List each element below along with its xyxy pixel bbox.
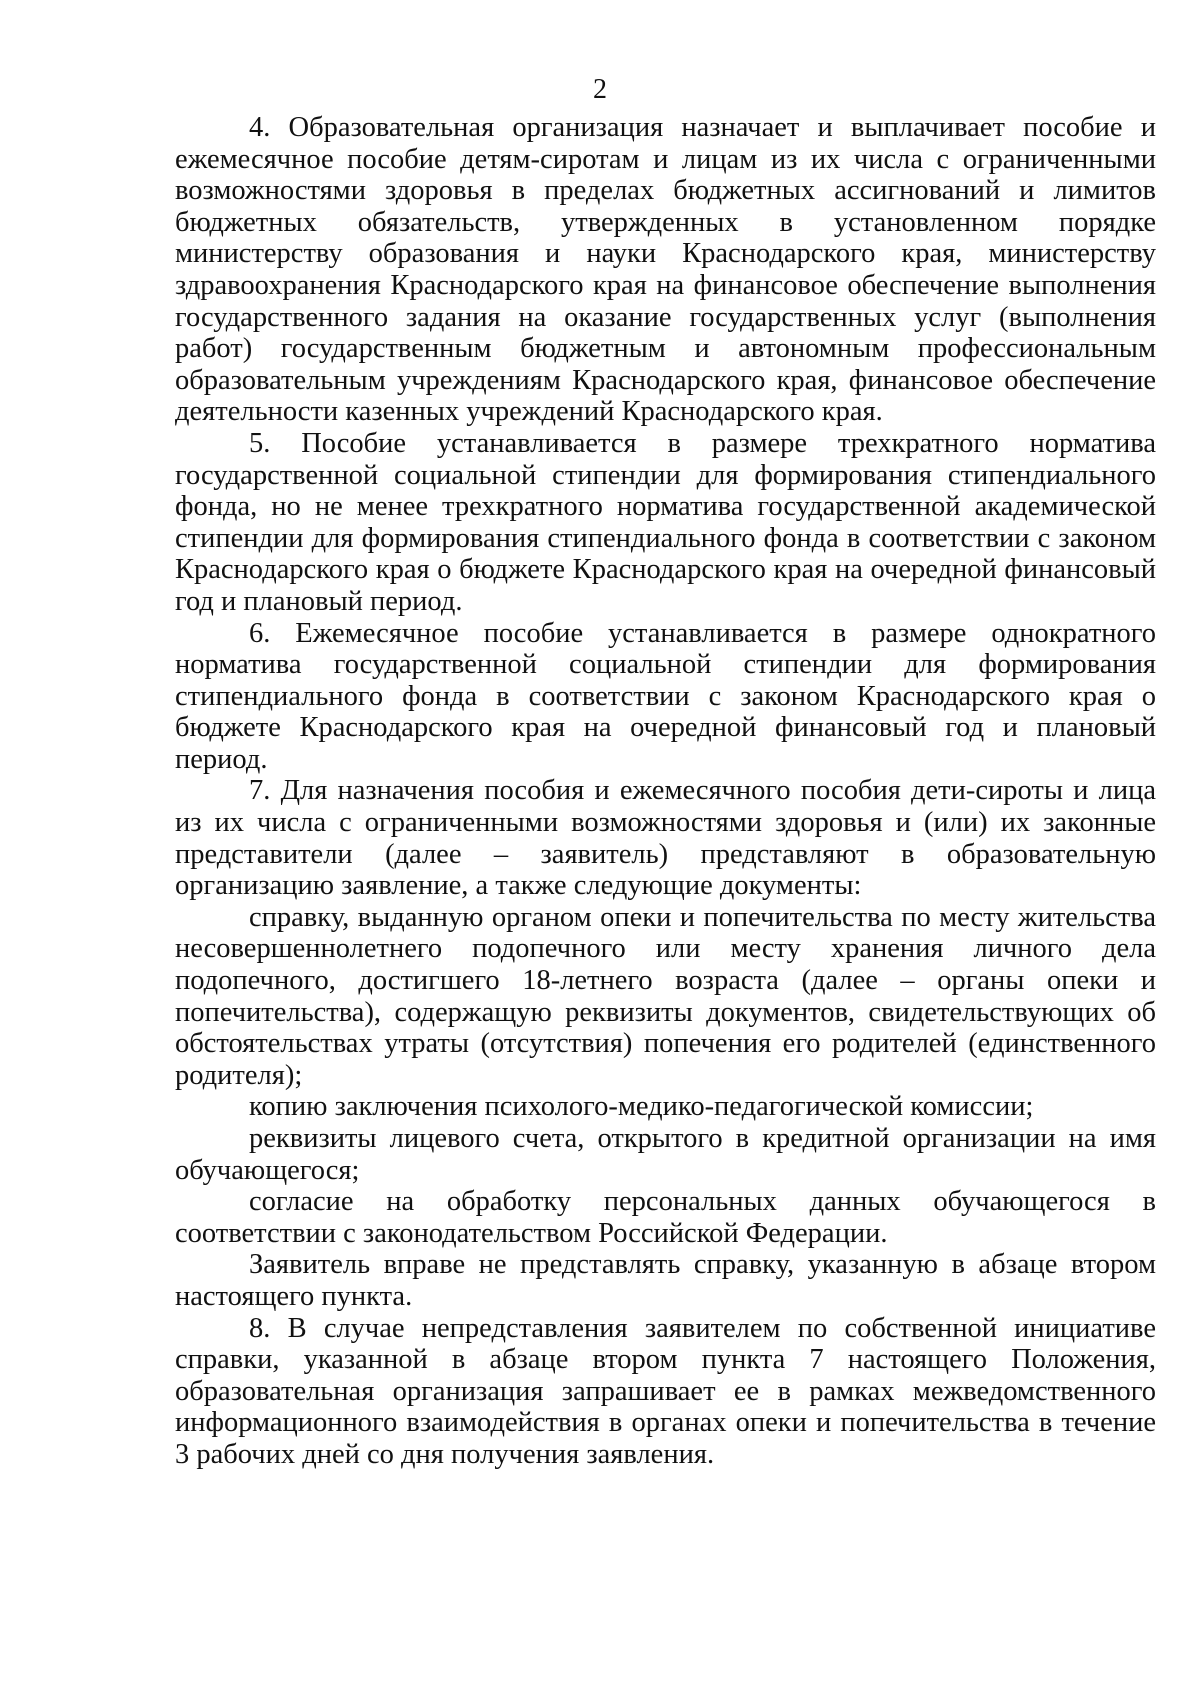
paragraph-item-7: 7. Для назначения пособия и ежемесячного пособия дети-сироты и лица из их числа с ограниченными возможностями здоровья и (или) их законные представители (далее – заявитель) представляют в образовательную организацию заявление, а также следующие документы: [175, 775, 1156, 902]
paragraph-document-certificate: справку, выданную органом опеки и попечительства по месту жительства несовершеннолетнего подопечного или месту хранения личного дела подопечного, достигшего 18-летнего возраста (далее – органы опеки и попечительства), содержащую реквизиты документов, свидетельствующих об обстоятельствах утраты (отсутствия) попечения его родителей (единственного родителя); [175, 901, 1156, 1091]
document-body [175, 112, 1156, 1471]
paragraph-document-account-details: реквизиты лицевого счета, открытого в кредитной организации на имя обучающегося; [175, 1123, 1156, 1186]
page-number: 2 [593, 74, 607, 105]
paragraph-applicant-right: Заявитель вправе не представлять справку, указанную в абзаце втором настоящего пункта. [175, 1249, 1156, 1312]
paragraph-document-data-consent: согласие на обработку персональных данных обучающегося в соответствии с законодательством Российской Федерации. [175, 1186, 1156, 1249]
paragraph-item-6: 6. Ежемесячное пособие устанавливается в размере однократного норматива государственной социальной стипендии для формирования стипендиального фонда в соответствии с законом Краснодарского края о бюджете Краснодарского края на очередной финансовый год и плановый период. [175, 617, 1156, 775]
paragraph-item-8: 8. В случае непредставления заявителем по собственной инициативе справки, указанной в абзаце втором пункта 7 настоящего Положения, образовательная организация запрашивает ее в рамках межведомственного информационного взаимодействия в органах опеки и попечительства в течение 3 рабочих дней со дня получения заявления. [175, 1312, 1156, 1470]
paragraph-item-5: 5. Пособие устанавливается в размере трехкратного норматива государственной социальной стипендии для формирования стипендиального фонда, но не менее трехкратного норматива государственной академической стипендии для формирования стипендиального фонда в соответствии с законом Краснодарского края о бюджете Краснодарского края на очередной финансовый год и плановый период. [175, 427, 1156, 617]
paragraph-item-4: 4. Образовательная организация назначает и выплачивает пособие и ежемесячное пособие детям-сиротам и лицам из их числа с ограниченными возможностями здоровья в пределах бюджетных ассигнований и лимитов бюджетных обязательств, утвержденных в установленном порядке министерству образования и науки Краснодарского края, министерству здравоохранения Краснодарского края на финансовое обеспечение выполнения государственного задания на оказание государственных услуг (выполнения работ) государственным бюджетным и автономным профессиональным образовательным учреждениям Краснодарского края, финансовое обеспечение деятельности казенных учреждений Краснодарского края. [175, 112, 1156, 428]
paragraph-document-commission-conclusion: копию заключения психолого-медико-педагогической комиссии; [249, 1091, 1034, 1123]
